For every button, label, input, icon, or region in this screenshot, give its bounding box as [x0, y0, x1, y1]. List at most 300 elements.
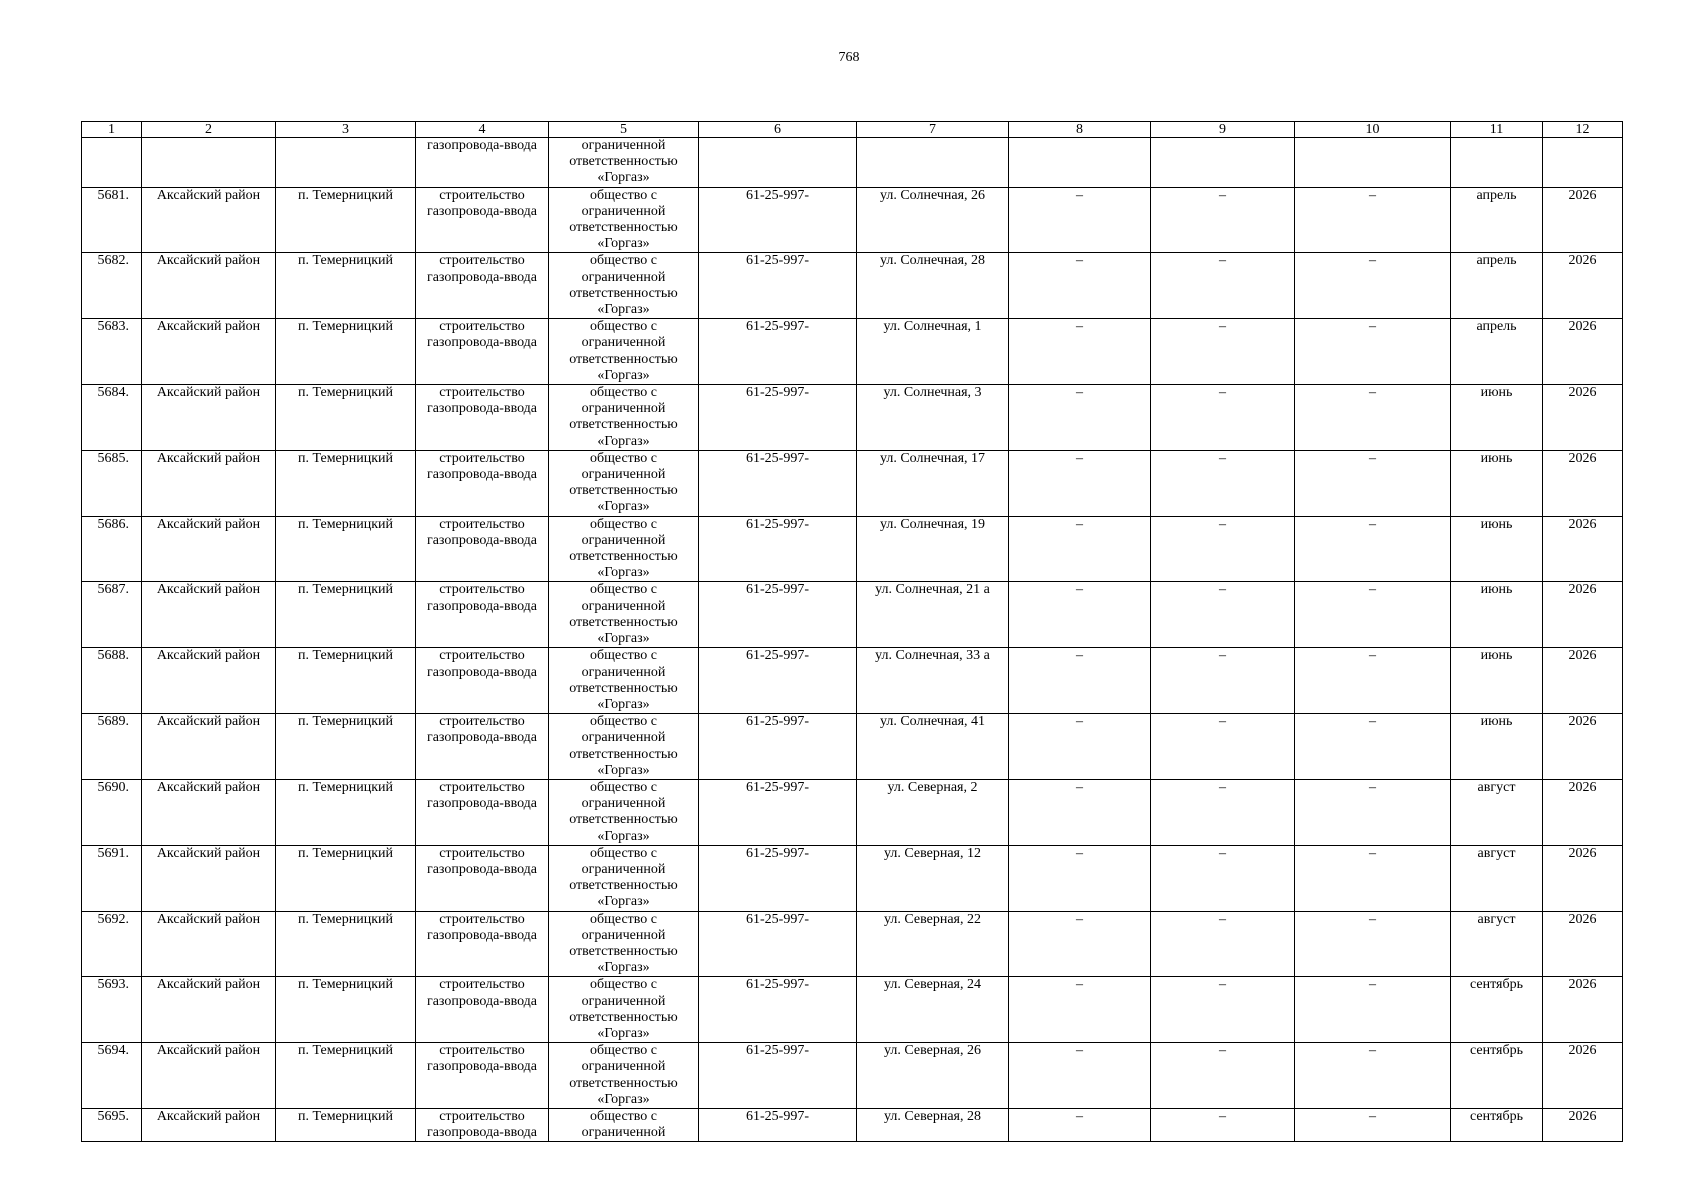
dash-cell: – [1295, 450, 1451, 516]
table-row [82, 779, 1623, 845]
table-row [82, 187, 1623, 253]
address-cell: ул. Солнечная, 26 [857, 187, 1009, 253]
work-type-line: строительство [439, 1043, 525, 1059]
organization-line: ответственностью [569, 680, 678, 696]
work-type-line: газопровода-ввода [426, 796, 538, 812]
column-header: 2 [142, 122, 276, 138]
organization-cell [549, 1108, 699, 1141]
row-number-cell: 5683. [82, 319, 142, 385]
dash-cell: – [1295, 779, 1451, 845]
work-type-line: строительство [439, 1108, 525, 1124]
dash-cell: – [1151, 1043, 1295, 1109]
dash-cell: – [1009, 977, 1151, 1043]
organization-line: «Горгаз» [597, 170, 650, 186]
work-type-line: газопровода-ввода [426, 861, 538, 877]
table-body [82, 138, 1623, 1142]
work-type-line: газопровода-ввода [426, 730, 538, 746]
work-type-line: строительство [439, 845, 525, 861]
work-type-line: строительство [439, 516, 525, 532]
work-type-cell [416, 385, 549, 451]
month-cell: сентябрь [1451, 1043, 1543, 1109]
dash-cell: – [1151, 253, 1295, 319]
work-type-line: газопровода-ввода [426, 467, 538, 483]
year-cell: 2026 [1543, 187, 1623, 253]
organization-line: общество с [589, 714, 658, 730]
month-cell: апрель [1451, 187, 1543, 253]
code-cell: 61-25-997- [699, 385, 857, 451]
month-cell: июнь [1451, 714, 1543, 780]
dash-cell: – [1295, 187, 1451, 253]
table-row [82, 648, 1623, 714]
organization-cell [549, 253, 699, 319]
month-cell: июнь [1451, 450, 1543, 516]
organization-line: «Горгаз» [597, 1091, 650, 1107]
table-row [82, 714, 1623, 780]
table-cell [857, 138, 1009, 188]
settlement-cell: п. Темерницкий [276, 516, 416, 582]
code-cell: 61-25-997- [699, 714, 857, 780]
table-row [82, 845, 1623, 911]
dash-cell: – [1151, 845, 1295, 911]
district-cell: Аксайский район [142, 911, 276, 977]
year-cell: 2026 [1543, 253, 1623, 319]
code-cell: 61-25-997- [699, 582, 857, 648]
code-cell: 61-25-997- [699, 187, 857, 253]
organization-line: общество с [589, 187, 658, 203]
dash-cell: – [1009, 385, 1151, 451]
table-row [82, 253, 1623, 319]
organization-line: ограниченной [581, 335, 666, 351]
table-row [82, 977, 1623, 1043]
organization-line: ограниченной [581, 269, 666, 285]
year-cell: 2026 [1543, 385, 1623, 451]
organization-line: ответственностью [569, 351, 678, 367]
district-cell: Аксайский район [142, 714, 276, 780]
dash-cell: – [1009, 1043, 1151, 1109]
dash-cell: – [1295, 977, 1451, 1043]
dash-cell: – [1009, 450, 1151, 516]
work-type-line: строительство [439, 187, 525, 203]
row-number-cell: 5682. [82, 253, 142, 319]
row-number-cell: 5687. [82, 582, 142, 648]
dash-cell: – [1295, 714, 1451, 780]
dash-cell: – [1295, 1108, 1451, 1141]
table-cell [1009, 138, 1151, 188]
dash-cell: – [1295, 911, 1451, 977]
organization-line: «Горгаз» [597, 565, 650, 581]
address-cell: ул. Северная, 24 [857, 977, 1009, 1043]
work-type-line: строительство [439, 253, 525, 269]
district-cell: Аксайский район [142, 187, 276, 253]
dash-cell: – [1295, 253, 1451, 319]
organization-cell [549, 911, 699, 977]
work-type-line: газопровода-ввода [426, 1125, 538, 1141]
address-cell: ул. Солнечная, 17 [857, 450, 1009, 516]
district-cell: Аксайский район [142, 1108, 276, 1141]
work-type-cell [416, 582, 549, 648]
work-type-line: газопровода-ввода [426, 138, 538, 153]
organization-line: «Горгаз» [597, 762, 650, 778]
table-header [82, 122, 1623, 138]
organization-line: общество с [589, 1043, 658, 1059]
work-type-cell [416, 911, 549, 977]
row-number-cell: 5681. [82, 187, 142, 253]
code-cell: 61-25-997- [699, 1043, 857, 1109]
address-cell: ул. Солнечная, 1 [857, 319, 1009, 385]
work-type-cell [416, 138, 549, 188]
organization-cell [549, 977, 699, 1043]
organization-line: «Горгаз» [597, 1025, 650, 1041]
organization-line: ограниченной [581, 467, 666, 483]
row-number-cell: 5689. [82, 714, 142, 780]
work-type-cell [416, 253, 549, 319]
work-type-cell [416, 714, 549, 780]
dash-cell: – [1151, 187, 1295, 253]
organization-line: ответственностью [569, 483, 678, 499]
settlement-cell: п. Темерницкий [276, 911, 416, 977]
organization-line: ограниченной [581, 927, 666, 943]
settlement-cell: п. Темерницкий [276, 582, 416, 648]
organization-line: общество с [589, 385, 658, 401]
month-cell: август [1451, 911, 1543, 977]
settlement-cell: п. Темерницкий [276, 385, 416, 451]
year-cell: 2026 [1543, 977, 1623, 1043]
dash-cell: – [1151, 516, 1295, 582]
month-cell: апрель [1451, 319, 1543, 385]
table-row [82, 1108, 1623, 1141]
organization-cell [549, 138, 699, 188]
code-cell: 61-25-997- [699, 648, 857, 714]
organization-line: ответственностью [569, 549, 678, 565]
row-number-cell: 5688. [82, 648, 142, 714]
organization-line: ответственностью [569, 417, 678, 433]
work-type-line: строительство [439, 385, 525, 401]
organization-line: ограниченной [581, 1059, 666, 1075]
organization-line: общество с [589, 582, 658, 598]
organization-line: ограниченной [581, 796, 666, 812]
organization-line: ограниченной [581, 993, 666, 1009]
code-cell: 61-25-997- [699, 319, 857, 385]
settlement-cell: п. Темерницкий [276, 1108, 416, 1141]
district-cell: Аксайский район [142, 648, 276, 714]
organization-line: ответственностью [569, 614, 678, 630]
organization-cell [549, 779, 699, 845]
row-number-cell: 5694. [82, 1043, 142, 1109]
work-type-line: газопровода-ввода [426, 1059, 538, 1075]
dash-cell: – [1295, 648, 1451, 714]
address-cell: ул. Солнечная, 3 [857, 385, 1009, 451]
district-cell: Аксайский район [142, 977, 276, 1043]
address-cell: ул. Солнечная, 33 а [857, 648, 1009, 714]
column-header: 10 [1295, 122, 1451, 138]
code-cell: 61-25-997- [699, 779, 857, 845]
dash-cell: – [1009, 582, 1151, 648]
organization-line: ограниченной [581, 598, 666, 614]
column-number-row [82, 122, 1623, 138]
organization-cell [549, 516, 699, 582]
organization-line: общество с [589, 253, 658, 269]
address-cell: ул. Северная, 12 [857, 845, 1009, 911]
dash-cell: – [1009, 319, 1151, 385]
dash-cell: – [1009, 187, 1151, 253]
work-type-line: строительство [439, 779, 525, 795]
organization-line: «Горгаз» [597, 367, 650, 383]
settlement-cell: п. Темерницкий [276, 779, 416, 845]
code-cell: 61-25-997- [699, 977, 857, 1043]
dash-cell: – [1151, 648, 1295, 714]
work-type-line: газопровода-ввода [426, 269, 538, 285]
organization-cell [549, 582, 699, 648]
work-type-line: строительство [439, 648, 525, 664]
code-cell: 61-25-997- [699, 845, 857, 911]
organization-line: ограниченной [581, 664, 666, 680]
year-cell: 2026 [1543, 582, 1623, 648]
settlement-cell: п. Темерницкий [276, 253, 416, 319]
settlement-cell: п. Темерницкий [276, 977, 416, 1043]
organization-cell [549, 845, 699, 911]
year-cell: 2026 [1543, 1043, 1623, 1109]
table-row [82, 582, 1623, 648]
register-table [81, 121, 1623, 1142]
dash-cell: – [1295, 319, 1451, 385]
month-cell: август [1451, 845, 1543, 911]
dash-cell: – [1151, 450, 1295, 516]
district-cell: Аксайский район [142, 319, 276, 385]
work-type-line: газопровода-ввода [426, 598, 538, 614]
work-type-line: газопровода-ввода [426, 401, 538, 417]
dash-cell: – [1295, 582, 1451, 648]
dash-cell: – [1009, 648, 1151, 714]
continuation-row [82, 138, 1623, 188]
work-type-line: строительство [439, 450, 525, 466]
table-row [82, 450, 1623, 516]
address-cell: ул. Северная, 28 [857, 1108, 1009, 1141]
dash-cell: – [1295, 845, 1451, 911]
settlement-cell: п. Темерницкий [276, 648, 416, 714]
year-cell: 2026 [1543, 845, 1623, 911]
year-cell: 2026 [1543, 450, 1623, 516]
work-type-cell [416, 779, 549, 845]
month-cell: сентябрь [1451, 1108, 1543, 1141]
dash-cell: – [1295, 1043, 1451, 1109]
month-cell: июнь [1451, 385, 1543, 451]
organization-cell [549, 187, 699, 253]
year-cell: 2026 [1543, 714, 1623, 780]
work-type-cell [416, 845, 549, 911]
organization-line: общество с [589, 648, 658, 664]
column-header: 12 [1543, 122, 1623, 138]
work-type-cell [416, 319, 549, 385]
organization-line: ограниченной [581, 861, 666, 877]
dash-cell: – [1009, 779, 1151, 845]
organization-line: ответственностью [569, 1009, 678, 1025]
dash-cell: – [1151, 385, 1295, 451]
settlement-cell: п. Темерницкий [276, 714, 416, 780]
table-cell [82, 138, 142, 188]
settlement-cell: п. Темерницкий [276, 319, 416, 385]
organization-line: общество с [589, 911, 658, 927]
organization-line: «Горгаз» [597, 894, 650, 910]
organization-line: «Горгаз» [597, 433, 650, 449]
dash-cell: – [1295, 516, 1451, 582]
row-number-cell: 5684. [82, 385, 142, 451]
dash-cell: – [1009, 714, 1151, 780]
column-header: 1 [82, 122, 142, 138]
dash-cell: – [1295, 385, 1451, 451]
dash-cell: – [1151, 1108, 1295, 1141]
page-number: 768 [838, 50, 860, 65]
organization-line: ответственностью [569, 220, 678, 236]
organization-line: «Горгаз» [597, 696, 650, 712]
work-type-cell [416, 1108, 549, 1141]
code-cell: 61-25-997- [699, 516, 857, 582]
table-cell [1451, 138, 1543, 188]
column-header: 6 [699, 122, 857, 138]
table-cell [1543, 138, 1623, 188]
table-cell [142, 138, 276, 188]
organization-line: ограниченной [581, 138, 666, 153]
table-row [82, 319, 1623, 385]
dash-cell: – [1151, 714, 1295, 780]
organization-line: «Горгаз» [597, 236, 650, 252]
work-type-line: газопровода-ввода [426, 927, 538, 943]
column-header: 11 [1451, 122, 1543, 138]
dash-cell: – [1151, 779, 1295, 845]
district-cell: Аксайский район [142, 516, 276, 582]
month-cell: июнь [1451, 582, 1543, 648]
organization-cell [549, 319, 699, 385]
organization-cell [549, 385, 699, 451]
row-number-cell: 5691. [82, 845, 142, 911]
work-type-line: газопровода-ввода [426, 203, 538, 219]
district-cell: Аксайский район [142, 385, 276, 451]
organization-line: ответственностью [569, 746, 678, 762]
month-cell: сентябрь [1451, 977, 1543, 1043]
work-type-line: строительство [439, 911, 525, 927]
organization-line: ограниченной [581, 203, 666, 219]
year-cell: 2026 [1543, 911, 1623, 977]
organization-line: ограниченной [581, 532, 666, 548]
month-cell: апрель [1451, 253, 1543, 319]
address-cell: ул. Солнечная, 21 а [857, 582, 1009, 648]
work-type-line: газопровода-ввода [426, 993, 538, 1009]
code-cell: 61-25-997- [699, 1108, 857, 1141]
table-row [82, 1043, 1623, 1109]
work-type-line: строительство [439, 714, 525, 730]
settlement-cell: п. Темерницкий [276, 1043, 416, 1109]
work-type-line: строительство [439, 319, 525, 335]
district-cell: Аксайский район [142, 779, 276, 845]
address-cell: ул. Солнечная, 28 [857, 253, 1009, 319]
organization-line: общество с [589, 319, 658, 335]
month-cell: июнь [1451, 648, 1543, 714]
work-type-line: газопровода-ввода [426, 335, 538, 351]
settlement-cell: п. Темерницкий [276, 845, 416, 911]
column-header: 5 [549, 122, 699, 138]
row-number-cell: 5693. [82, 977, 142, 1043]
organization-line: ответственностью [569, 154, 678, 170]
work-type-line: строительство [439, 977, 525, 993]
dash-cell: – [1009, 1108, 1151, 1141]
organization-line: общество с [589, 779, 658, 795]
table-row [82, 911, 1623, 977]
organization-line: ответственностью [569, 943, 678, 959]
column-header: 8 [1009, 122, 1151, 138]
address-cell: ул. Солнечная, 41 [857, 714, 1009, 780]
code-cell: 61-25-997- [699, 450, 857, 516]
work-type-cell [416, 977, 549, 1043]
organization-line: ответственностью [569, 812, 678, 828]
organization-line: общество с [589, 516, 658, 532]
work-type-cell [416, 450, 549, 516]
organization-line: общество с [589, 845, 658, 861]
column-header: 7 [857, 122, 1009, 138]
organization-line: ограниченной [581, 1125, 666, 1141]
year-cell: 2026 [1543, 779, 1623, 845]
address-cell: ул. Северная, 2 [857, 779, 1009, 845]
row-number-cell: 5695. [82, 1108, 142, 1141]
dash-cell: – [1151, 319, 1295, 385]
code-cell: 61-25-997- [699, 253, 857, 319]
settlement-cell: п. Темерницкий [276, 450, 416, 516]
district-cell: Аксайский район [142, 450, 276, 516]
district-cell: Аксайский район [142, 845, 276, 911]
year-cell: 2026 [1543, 648, 1623, 714]
work-type-cell [416, 1043, 549, 1109]
organization-line: ответственностью [569, 878, 678, 894]
organization-cell [549, 714, 699, 780]
address-cell: ул. Северная, 22 [857, 911, 1009, 977]
code-cell: 61-25-997- [699, 911, 857, 977]
organization-line: «Горгаз» [597, 302, 650, 318]
work-type-line: строительство [439, 582, 525, 598]
district-cell: Аксайский район [142, 582, 276, 648]
row-number-cell: 5685. [82, 450, 142, 516]
organization-line: ограниченной [581, 730, 666, 746]
year-cell: 2026 [1543, 516, 1623, 582]
address-cell: ул. Северная, 26 [857, 1043, 1009, 1109]
month-cell: август [1451, 779, 1543, 845]
dash-cell: – [1151, 911, 1295, 977]
table-cell [1151, 138, 1295, 188]
month-cell: июнь [1451, 516, 1543, 582]
row-number-cell: 5690. [82, 779, 142, 845]
district-cell: Аксайский район [142, 1043, 276, 1109]
dash-cell: – [1009, 516, 1151, 582]
work-type-line: газопровода-ввода [426, 664, 538, 680]
work-type-cell [416, 648, 549, 714]
table-row [82, 516, 1623, 582]
column-header: 4 [416, 122, 549, 138]
dash-cell: – [1009, 911, 1151, 977]
organization-cell [549, 648, 699, 714]
work-type-line: газопровода-ввода [426, 532, 538, 548]
table-cell [276, 138, 416, 188]
organization-line: ответственностью [569, 285, 678, 301]
organization-cell [549, 1043, 699, 1109]
year-cell: 2026 [1543, 319, 1623, 385]
organization-line: ограниченной [581, 401, 666, 417]
organization-line: общество с [589, 977, 658, 993]
work-type-cell [416, 187, 549, 253]
organization-line: «Горгаз» [597, 828, 650, 844]
organization-line: «Горгаз» [597, 960, 650, 976]
table-cell [699, 138, 857, 188]
column-header: 3 [276, 122, 416, 138]
district-cell: Аксайский район [142, 253, 276, 319]
year-cell: 2026 [1543, 1108, 1623, 1141]
row-number-cell: 5686. [82, 516, 142, 582]
